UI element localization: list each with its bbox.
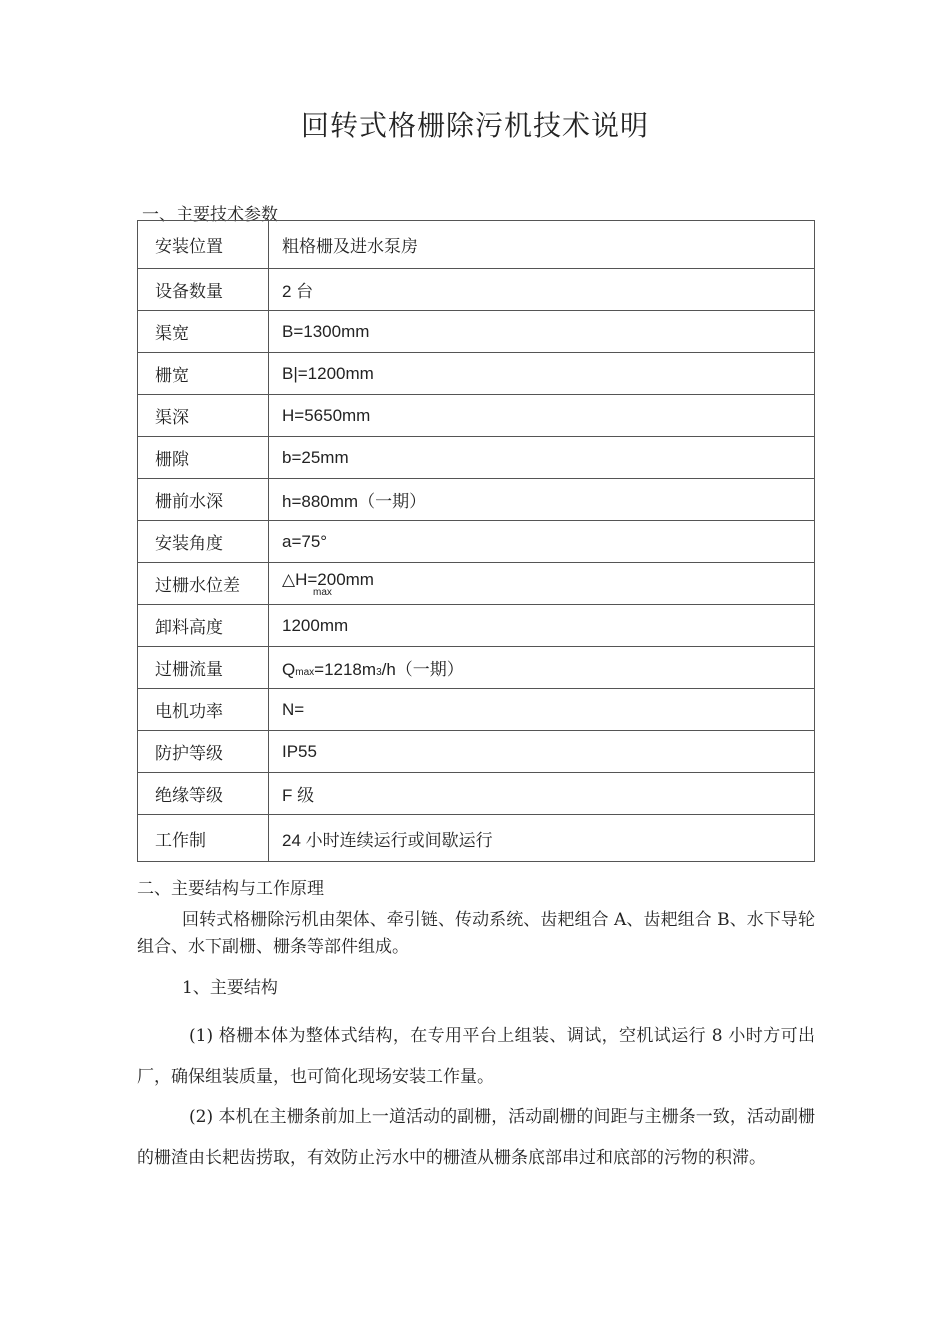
param-value: F 级 [269, 773, 815, 815]
param-label: 卸料高度 [138, 605, 269, 647]
section-heading-params: 一、主要技术参数 [142, 205, 278, 225]
param-value: h=880mm（一期） [269, 479, 815, 521]
param-value-subscript: max [313, 586, 332, 598]
param-value: H=5650mm [269, 395, 815, 437]
table-row [138, 479, 815, 521]
param-label: 过栅流量 [138, 647, 269, 689]
param-label: 栅前水深 [138, 479, 269, 521]
param-value-cell [269, 647, 815, 689]
table-row [138, 731, 815, 773]
param-label: 安装位置 [138, 221, 269, 269]
table-row [138, 353, 815, 395]
flow-subscript: max [295, 667, 315, 678]
param-label: 过栅水位差 [138, 563, 269, 605]
table-row [138, 647, 815, 689]
table-row [138, 689, 815, 731]
table-row [138, 563, 815, 605]
table-row [138, 437, 815, 479]
table-row [138, 605, 815, 647]
flow-unit: /h（一期） [381, 660, 464, 679]
param-label: 绝缘等级 [138, 773, 269, 815]
param-label: 防护等级 [138, 731, 269, 773]
table-row [138, 269, 815, 311]
item-paragraph-2: (2) 本机在主栅条前加上一道活动的副栅，活动副栅的间距与主栅条一致，活动副栅的栅渣由长耙齿捞取，有效防止污水中的栅渣从栅条底部串过和底部的污物的积滞。 [137, 1107, 815, 1168]
table-row [138, 815, 815, 862]
param-value: 24 小时连续运行或间歇运行 [269, 815, 815, 862]
param-label: 工作制 [138, 815, 269, 862]
table-row [138, 521, 815, 563]
param-value-cell [269, 563, 815, 605]
subsection-heading: 1、主要结构 [182, 978, 278, 998]
param-value: a=75° [269, 521, 815, 563]
param-label: 栅隙 [138, 437, 269, 479]
param-label: 安装角度 [138, 521, 269, 563]
table-row [138, 395, 815, 437]
item-paragraph-1: (1) 格栅本体为整体式结构，在专用平台上组装、调试，空机试运行 8 小时方可出厂，确保组装质量，也可简化现场安装工作量。 [137, 1026, 815, 1087]
param-label: 渠宽 [138, 311, 269, 353]
param-value: b=25mm [269, 437, 815, 479]
param-value: N= [269, 689, 815, 731]
param-value: 1200mm [269, 605, 815, 647]
param-value: IP55 [269, 731, 815, 773]
param-label: 渠深 [138, 395, 269, 437]
param-value: △H=200mm [282, 569, 374, 589]
section-heading-structure: 二、主要结构与工作原理 [137, 879, 324, 899]
flow-symbol: Q [282, 660, 296, 679]
param-value: 粗格栅及进水泵房 [269, 221, 815, 269]
table-row [138, 773, 815, 815]
param-label: 设备数量 [138, 269, 269, 311]
param-label: 电机功率 [138, 689, 269, 731]
table-row [138, 221, 815, 269]
flow-value: =1218m [314, 660, 377, 679]
param-label: 栅宽 [138, 353, 269, 395]
document-title: 回转式格栅除污机技术说明 [300, 109, 649, 142]
param-value: B=1300mm [269, 311, 815, 353]
flow-superscript: 3 [376, 667, 382, 678]
param-value: 2 台 [269, 269, 815, 311]
intro-paragraph: 回转式格栅除污机由架体、牵引链、传动系统、齿耙组合 A、齿耙组合 B、水下导轮组合、水下副栅、栅条等部件组成。 [137, 910, 815, 957]
param-value: B|=1200mm [269, 353, 815, 395]
params-table [137, 220, 815, 862]
table-row [138, 311, 815, 353]
